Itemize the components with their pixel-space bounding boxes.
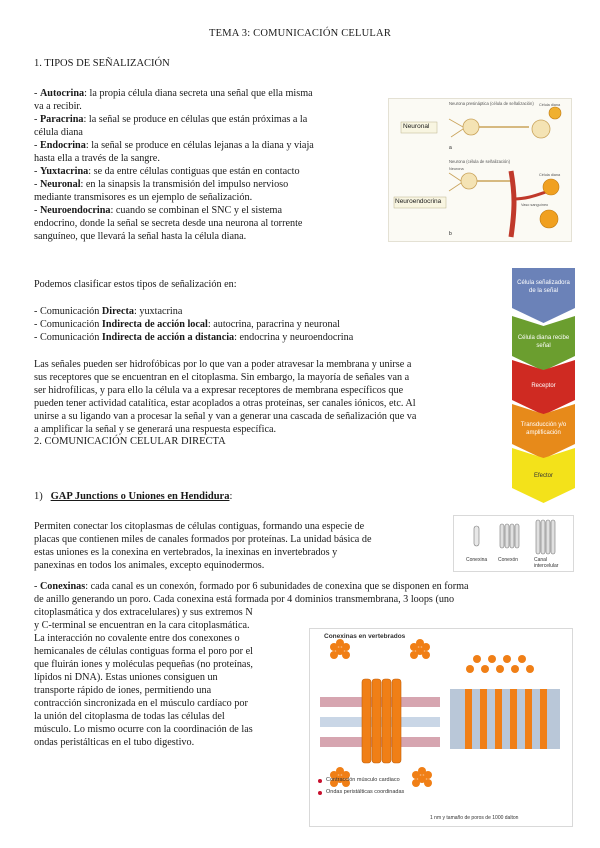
signaling-types-list: - Autocrina: la propia célula diana secreta una señal que ella misma va a recibir. - Paracrina: la señal se produce en células que están próximas a la célula diana - Endocrina: la señal se produce en células lejanas a la diana y viaja hasta ella a través de la sangre. - Yuxtacrina: se da entre células contiguas que están en contacto - Neuronal: en la sinapsis la transmisión del impulso nervioso mediante transmisores es un ejemplo de señalización. - Neuroendocrina: cuando se combinan el SNC y el sistema endocrino, donde la señal se secreta desde una neurona al torrente sanguíneo, que llevará la señal hasta la célula diana.	[34, 87, 380, 243]
vert-bullet-2: Ondas peristálticas coordinadas	[326, 789, 405, 795]
label-b: b	[449, 231, 452, 237]
caption-top: Neurona presináptica (célula de señalización)	[449, 101, 534, 106]
small-label-2: Neurona	[449, 167, 464, 171]
conexina-label: Conexina	[466, 557, 488, 563]
label-neuroendocrina: Neuroendocrina	[395, 198, 442, 205]
bullet-yuxtacrina: - Yuxtacrina: se da entre células contiguas que están en contacto	[34, 166, 300, 177]
conexon-label: Conexón	[498, 557, 519, 563]
classification-list	[34, 305, 494, 344]
gap-junctions-heading: 1) GAP Junctions o Uniones en Hendidura:	[34, 491, 233, 502]
label-a: a	[449, 145, 452, 151]
small-label-4: Célula diana	[539, 173, 561, 177]
cascade-step-3: Receptor	[512, 360, 575, 415]
small-label-3: Vaso sanguíneo	[521, 203, 549, 207]
classify-intro: Podemos clasificar estos tipos de señalización en:	[34, 279, 237, 290]
section-1-heading: 1. TIPOS DE SEÑALIZACIÓN	[34, 58, 170, 69]
vert-bullet-1: Contracción músculo cardiaco	[326, 777, 400, 783]
vert-figure-title: Conexinas en vertebrados	[324, 633, 406, 640]
connexins-vertebrates-figure	[309, 628, 573, 827]
cascade-step-4: Transducción y/o amplificación	[512, 404, 575, 459]
signals-paragraph: Las señales pueden ser hidrofóbicas por lo que van a poder atravesar la membrana y unirse a sus receptores que se encuentran en el citoplasma. Sin embargo, la mayoría de señales van a ser hidrofílicas, y para ello la célula va a expresar receptores de membrana específicos que pueden tener actividad catalítica, estar acoplados a otras proteínas, ser canales iónicos, etc. Al unirse a su ligando van a procesar la señal y van a generar una cascada de señalización que va a amplificar la señal y se generará una respuesta específica.	[34, 359, 417, 435]
cascade-step-2: Célula diana recibe señal	[512, 316, 575, 371]
bullet-neuroendocrina: - Neuroendocrina: cuando se combinan el SNC y el sistema	[34, 205, 282, 216]
section-2-heading: 2. COMUNICACIÓN CELULAR DIRECTA	[34, 436, 226, 447]
neuronal-signaling-figure	[388, 98, 572, 242]
vert-footer: 1 nm y tamaño de poros de 1000 dalton	[430, 815, 519, 821]
conexinas-paragraph-body: citoplasmática y dos extracelulares) y sus extremos N y C-terminal se encuentran en la cara citoplasmática. La interacción no covalente entre dos conexones o hemicanales de células contiguas forma el poro por el que fluirán iones y moléculas pequeñas (no proteínas, lípidos ni DNA). Estas uniones consiguen un transporte rápido de iones, permitiendo una contracción sincronizada en el músculo cardíaco por la unión del citoplasma de todas las células del músculo. Lo mismo ocurre con la coordinación de las ondas peristálticas en el tubo digestivo.	[34, 607, 253, 748]
connexins-drawing	[310, 629, 572, 826]
conexinas-paragraph-top: - Conexinas: cada canal es un conexón, formado por 6 subunidades de conexina que se disponen en forma de anillo generando un poro. Cada conexina está formada por 4 dominios transmembrana, 3 loops (uno	[34, 581, 469, 605]
page-title: TEMA 3: COMUNICACIÓN CELULAR	[208, 28, 392, 39]
bullet-endocrina: - Endocrina: la señal se produce en células lejanas a la diana y viaja	[34, 140, 314, 151]
cascade-step-5: Efector	[512, 448, 575, 503]
bullet-neuronal: - Neuronal: en la sinapsis la transmisión del impulso nervioso	[34, 179, 289, 190]
connexon-figure	[453, 515, 574, 572]
class-directa: - Comunicación Directa: yuxtacrina	[34, 306, 183, 317]
caption-bottom: Neurona (célula de señalización)	[449, 159, 510, 164]
canal-label: Canal intercelular	[534, 557, 559, 569]
small-label-1: Célula diana	[539, 103, 561, 107]
bullet-autocrina: - Autocrina: la propia célula diana secreta una señal que ella misma	[34, 88, 313, 99]
neuron-diagram	[389, 99, 571, 241]
gap-paragraph: Permiten conectar los citoplasmas de células contiguas, formando una especie de placas que contienen miles de canales formados por proteínas. La unidad básica de estas uniones es la conexina en vertebrados, la inexinas en invertebrados y panexinas en todos los animales, excepto equinodermos.	[34, 521, 372, 571]
label-neuronal: Neuronal	[403, 123, 430, 130]
class-indirecta-distancia: - Comunicación Indirecta de acción a distancia: endocrina y neuroendocrina	[34, 332, 354, 343]
bullet-paracrina: - Paracrina: la señal se produce en células que están próximas a la	[34, 114, 308, 125]
class-indirecta-local: - Comunicación Indirecta de acción local: autocrina, paracrina y neuronal	[34, 319, 340, 330]
cascade-step-1: Célula señalizadora de la señal	[512, 268, 575, 323]
